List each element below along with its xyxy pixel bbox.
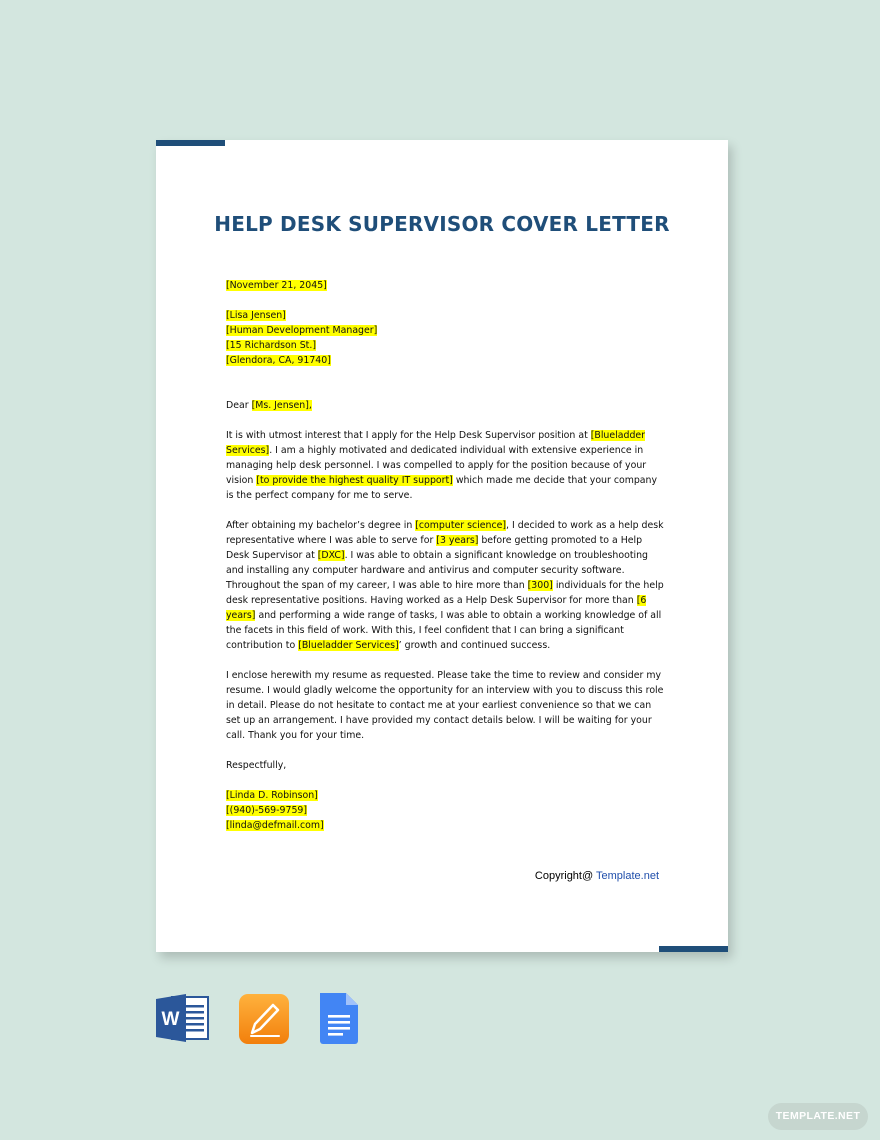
recipient-name: [Lisa Jensen] — [226, 310, 286, 321]
paragraph-3: I enclose herewith my resume as requested. Please take the time to review and consider my resume. I would gladly welcome the opportunity for an interview with you to discuss this role in detail. Please do not hesitate to contact me at your earliest convenience so that we can set up an arrangement. I have provided my contact details below. I will be waiting for your call. Thank you for your time. — [226, 670, 664, 741]
sender-name: [Linda D. Robinson] — [226, 790, 318, 801]
letter-date — [226, 278, 666, 293]
recipient-street: [15 Richardson St.] — [226, 340, 316, 351]
paragraph-2: After obtaining my bachelor’s degree in [computer science], I decided to work as a help desk representative where I was able to serve for [3 years] before getting promoted to a Help Desk Supervisor at [DXC]. I was able to obtain a significant knowledge on troubleshooting and installing any computer hardware and antivirus and computer security software. Throughout the span of my career, I was able to hire more than [300] individuals for the help desk representative positions. Having worked as a Help Desk Supervisor for more than [6 years] and performing a wide range of tasks, I was able to obtain a working knowledge of all the facets in this field of work. With this, I feel confident that I can bring a significant contribution to [Blueladder Services]’ growth and continued success. — [226, 520, 664, 651]
recipient-position: [Human Development Manager] — [226, 325, 378, 336]
date-field: [November 21, 2045] — [226, 280, 327, 291]
document-title: HELP DESK SUPERVISOR COVER LETTER — [214, 212, 670, 236]
pages-icon[interactable] — [238, 993, 290, 1050]
closing: Respectfully, — [226, 760, 287, 771]
google-docs-icon[interactable] — [318, 993, 360, 1050]
letter-body — [226, 278, 666, 833]
copyright: Copyright@ Template.net — [534, 870, 659, 882]
sender-email: [linda@defmail.com] — [226, 820, 324, 831]
copyright-link[interactable]: Template.net — [596, 870, 659, 882]
accent-bar-bottom — [659, 946, 728, 952]
document-page — [156, 140, 728, 952]
paragraph-1: It is with utmost interest that I apply for the Help Desk Supervisor position at [Blueladder Services]. I am a highly motivated and dedicated individual with extensive experience in managing help desk personnel. I was compelled to apply for the position because of your vision [to provide the highest quality IT support] which made me decide that your company is the perfect company for me to serve. — [226, 430, 658, 501]
salutation: Dear [Ms. Jensen], — [226, 400, 312, 411]
template-net-badge[interactable]: TEMPLATE.NET — [768, 1103, 868, 1130]
accent-bar-top — [156, 140, 225, 146]
sender-phone: [(940)-569-9759] — [226, 805, 308, 816]
word-icon[interactable] — [156, 993, 210, 1048]
recipient-city: [Glendora, CA, 91740] — [226, 355, 331, 366]
svg-text:W: W — [161, 1009, 180, 1030]
